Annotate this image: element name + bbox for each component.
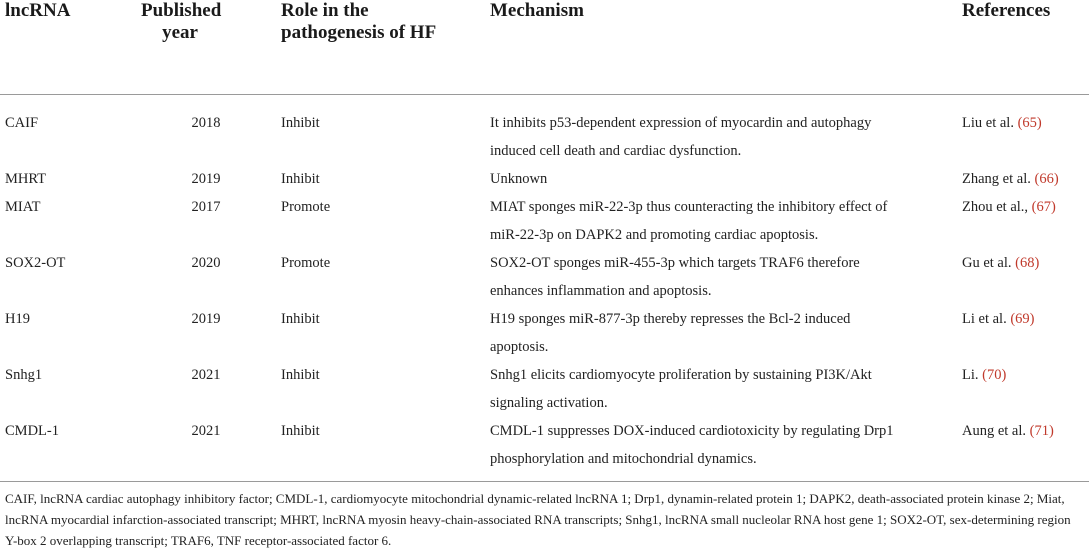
cell-year: 2020 bbox=[191, 254, 221, 271]
reference-link[interactable]: (71) bbox=[1029, 422, 1054, 439]
reference-author: Zhou et al., bbox=[962, 198, 1029, 215]
reference-author: Zhang et al. bbox=[962, 170, 1031, 187]
cell-mechanism: It inhibits p53-dependent expression of myocardin and autophagy induced cell death and cardiac dysfunction. bbox=[490, 114, 872, 159]
cell-reference bbox=[960, 417, 1089, 482]
cell-reference bbox=[960, 305, 1089, 361]
header-row bbox=[0, 0, 1089, 94]
reference-link[interactable]: (66) bbox=[1034, 170, 1059, 187]
table-row bbox=[0, 94, 1089, 165]
cell-lncrna: MHRT bbox=[5, 170, 47, 187]
cell-lncrna: MIAT bbox=[5, 198, 41, 215]
cell-role: Inhibit bbox=[281, 310, 320, 327]
table-row bbox=[0, 165, 1089, 193]
table-row bbox=[0, 417, 1089, 482]
header-role bbox=[279, 0, 490, 94]
cell-reference bbox=[960, 249, 1089, 305]
cell-role: Inhibit bbox=[281, 170, 320, 187]
reference-author: Aung et al. bbox=[962, 422, 1027, 439]
header-references: References bbox=[960, 0, 1089, 94]
cell-reference bbox=[960, 361, 1089, 417]
table-header bbox=[0, 0, 1089, 94]
cell-lncrna: Snhg1 bbox=[5, 366, 43, 383]
header-mechanism: Mechanism bbox=[490, 0, 960, 94]
cell-reference bbox=[960, 94, 1089, 165]
cell-mechanism: SOX2-OT sponges miR-455-3p which targets TRAF6 therefore enhances inflammation and apoptosis. bbox=[490, 254, 860, 299]
cell-role: Promote bbox=[281, 198, 331, 215]
cell-year: 2021 bbox=[191, 366, 221, 383]
table-row bbox=[0, 305, 1089, 361]
reference-author: Liu et al. bbox=[962, 114, 1014, 131]
cell-role: Inhibit bbox=[281, 114, 320, 131]
header-lncrna: lncRNA bbox=[0, 0, 133, 94]
cell-reference bbox=[960, 165, 1089, 193]
cell-lncrna: H19 bbox=[5, 310, 30, 327]
cell-role: Inhibit bbox=[281, 422, 320, 439]
reference-author: Gu et al. bbox=[962, 254, 1012, 271]
reference-link[interactable]: (67) bbox=[1031, 198, 1056, 215]
cell-role: Inhibit bbox=[281, 366, 320, 383]
cell-reference bbox=[960, 193, 1089, 249]
cell-lncrna: CAIF bbox=[5, 114, 39, 131]
header-published-year-text: Published year bbox=[141, 0, 222, 43]
reference-link[interactable]: (68) bbox=[1015, 254, 1040, 271]
cell-mechanism: MIAT sponges miR-22-3p thus counteracting the inhibitory effect of miR-22-3p on DAPK2 and promoting cardiac apoptosis. bbox=[490, 198, 888, 243]
cell-year: 2021 bbox=[191, 422, 221, 439]
cell-mechanism: CMDL-1 suppresses DOX-induced cardiotoxicity by regulating Drp1 phosphorylation and mitochondrial dynamics. bbox=[490, 422, 894, 467]
cell-year: 2019 bbox=[191, 310, 221, 327]
table-row bbox=[0, 193, 1089, 249]
cell-year: 2019 bbox=[191, 170, 221, 187]
cell-role: Promote bbox=[281, 254, 331, 271]
cell-lncrna: SOX2-OT bbox=[5, 254, 66, 271]
reference-author: Li et al. bbox=[962, 310, 1007, 327]
header-published-year bbox=[133, 0, 279, 94]
header-role-text: Role in the pathogenesis of HF bbox=[281, 0, 437, 43]
reference-link[interactable]: (65) bbox=[1017, 114, 1042, 131]
table-row bbox=[0, 361, 1089, 417]
table-body bbox=[0, 94, 1089, 481]
cell-year: 2017 bbox=[191, 198, 221, 215]
cell-lncrna: CMDL-1 bbox=[5, 422, 59, 439]
cell-mechanism: H19 sponges miR-877-3p thereby represses the Bcl-2 induced apoptosis. bbox=[490, 310, 851, 355]
table-row bbox=[0, 249, 1089, 305]
reference-author: Li. bbox=[962, 366, 979, 383]
cell-year: 2018 bbox=[191, 114, 221, 131]
table-footnote: CAIF, lncRNA cardiac autophagy inhibitory factor; CMDL-1, cardiomyocyte mitochondrial dynamic-related lncRNA 1; Drp1, dynamin-related protein 1; DAPK2, death-associated protein kinase 2; Miat, lncRNA myocardial infarction-associated transcript; MHRT, lncRNA myosin heavy-chain-associated RNA transcripts; Snhg1, lncRNA small nucleolar RNA host gene 1; SOX2-OT, sex-determining region Y-box 2 overlapping transcript; TRAF6, TNF receptor-associated factor 6. bbox=[5, 491, 1071, 548]
cell-mechanism: Unknown bbox=[490, 170, 548, 187]
cell-mechanism: Snhg1 elicits cardiomyocyte proliferation by sustaining PI3K/Akt signaling activation. bbox=[490, 366, 872, 411]
reference-link[interactable]: (70) bbox=[982, 366, 1007, 383]
reference-link[interactable]: (69) bbox=[1010, 310, 1035, 327]
